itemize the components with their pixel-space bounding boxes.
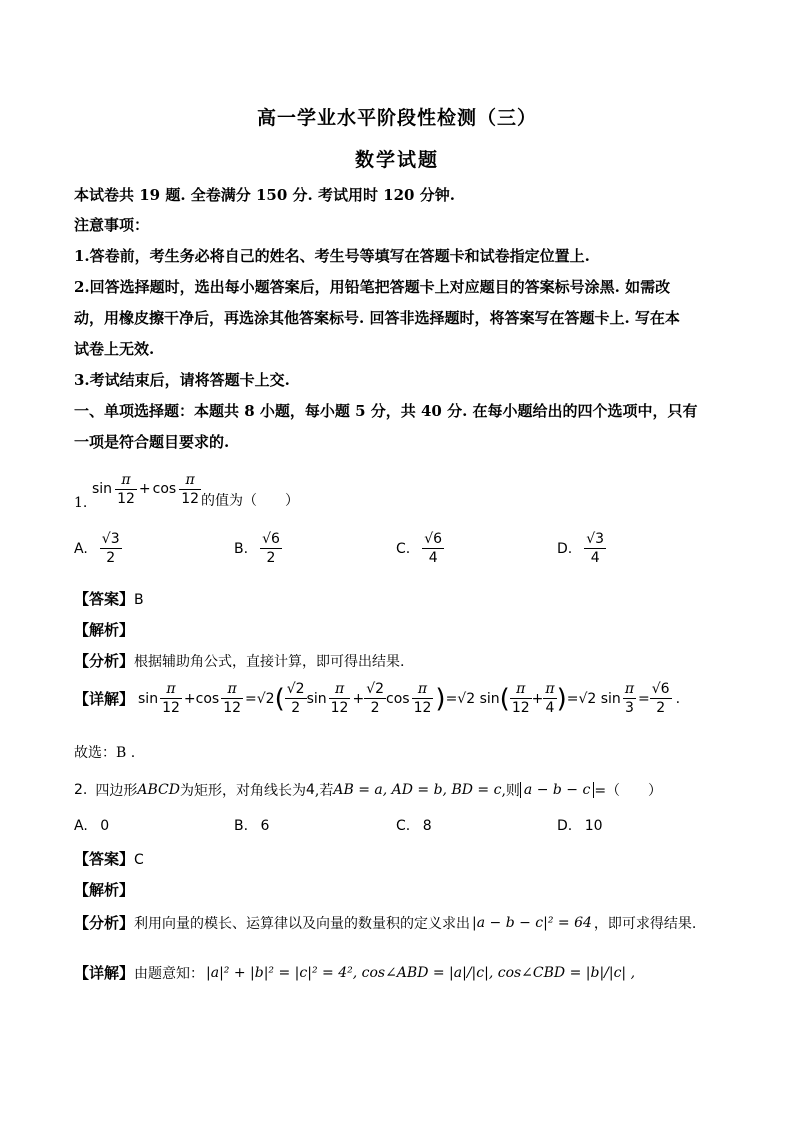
q1-answer bbox=[74, 588, 144, 609]
q2-option-c bbox=[396, 818, 432, 834]
notice-item-1: 1.答卷前，考生务必将自己的姓名、考生号等填写在答题卡和试卷指定位置上. bbox=[74, 247, 590, 265]
q1-option-b-den: 2 bbox=[266, 550, 276, 566]
q1-option-a-den: 2 bbox=[106, 550, 116, 566]
q1-answer-label: 【答案】 bbox=[74, 590, 135, 608]
q2-analysis-label: 【解析】 bbox=[74, 881, 135, 899]
notice-item-2-line2: 动，用橡皮擦干净后，再选涂其他答案标号. 回答非选择题时，将答案写在答题卡上. 写在本 bbox=[74, 309, 680, 327]
q1-frac-2-den: 12 bbox=[181, 490, 200, 507]
page-title: 高一学业水平阶段性检测（三） bbox=[256, 107, 537, 129]
q2-option-b-value: 6 bbox=[260, 818, 270, 834]
q1-frac-1-den: 12 bbox=[117, 490, 135, 507]
q1-fenxi bbox=[74, 650, 404, 671]
q1-frac-2-num: π bbox=[179, 471, 201, 490]
q2-option-c-value: 8 bbox=[422, 818, 432, 834]
q1-option-c-den: 4 bbox=[428, 550, 438, 566]
q1-number: 1. bbox=[74, 495, 88, 511]
q2-option-a-label: A. bbox=[74, 818, 88, 834]
q1-option-d-label: D. bbox=[557, 540, 573, 557]
q1-fenxi-text: 根据辅助角公式，直接计算，即可得出结果. bbox=[134, 654, 405, 670]
notice-item-2-line1: 2.回答选择题时，选出每小题答案后，用铅笔把答题卡上对应题目的答案标号涂黑. 如需改 bbox=[74, 278, 671, 296]
q2-stem-c: ,若 bbox=[314, 783, 334, 799]
q1-detail bbox=[74, 680, 680, 717]
q2-fenxi-text: 利用向量的模长、运算律以及向量的数量积的定义求出 bbox=[134, 915, 471, 932]
q2-detail-text: 由题意知： bbox=[134, 965, 205, 982]
q1-option-d-den: 4 bbox=[590, 550, 600, 566]
q1-suffix: 的值为（ ） bbox=[201, 493, 300, 509]
q2-option-b bbox=[234, 818, 269, 834]
notice-label: 注意事项： bbox=[74, 216, 150, 234]
q2-stem bbox=[74, 780, 662, 800]
q2-fenxi-expr: |a − b − c|² = 64 bbox=[472, 914, 592, 931]
q2-answer bbox=[74, 848, 144, 869]
q1-frac-2 bbox=[179, 471, 201, 508]
q2-option-d-value: 10 bbox=[584, 818, 603, 834]
q1-frac-1-num: π bbox=[115, 471, 137, 490]
q2-vectors: AB = a, AD = b, BD = c bbox=[333, 782, 502, 798]
q1-option-a-num: √3 bbox=[101, 531, 120, 547]
exam-intro: 本试卷共 19 题. 全卷满分 150 分. 考试用时 120 分钟. bbox=[74, 186, 455, 204]
q1-detail-label: 【详解】 bbox=[74, 690, 135, 708]
page-subtitle: 数学试题 bbox=[354, 149, 439, 171]
q2-option-b-label: B. bbox=[234, 818, 249, 834]
q2-fenxi bbox=[74, 912, 696, 933]
q2-abcd: ABCD bbox=[137, 782, 180, 798]
q1-sin: sin bbox=[92, 481, 113, 497]
q2-number: 2. bbox=[74, 782, 88, 798]
q2-detail-expr: |a|² + |b|² = |c|² = 4², cos∠ABD = |a|/|c|, cos∠CBD = |b|/|c| , bbox=[206, 964, 636, 981]
q1-option-a bbox=[74, 530, 122, 567]
q1-option-b-frac bbox=[260, 530, 282, 567]
q1-option-b-num: √6 bbox=[262, 531, 280, 547]
q2-len: 4 bbox=[305, 782, 315, 798]
q2-norm: a − b − c bbox=[520, 782, 594, 798]
q2-stem-d: ,则 bbox=[501, 783, 520, 799]
notice-item-2-line3: 试卷上无效. bbox=[74, 340, 155, 358]
q1-option-a-label: A. bbox=[74, 540, 88, 557]
q2-stem-e: =（ ） bbox=[594, 783, 663, 799]
q2-option-c-label: C. bbox=[396, 818, 411, 834]
notice-item-3: 3.考试结束后，请将答题卡上交. bbox=[74, 371, 290, 389]
q1-option-b bbox=[234, 530, 282, 567]
q1-option-d-frac bbox=[584, 530, 606, 567]
q1-fenxi-label: 【分析】 bbox=[74, 652, 135, 670]
q1-answer-value: B bbox=[134, 592, 144, 608]
q1-option-d bbox=[557, 530, 606, 567]
q1-conclusion: 故选：B . bbox=[74, 745, 136, 761]
q2-answer-label: 【答案】 bbox=[74, 850, 135, 868]
q1-option-b-label: B. bbox=[234, 540, 249, 557]
q2-detail-label: 【详解】 bbox=[74, 964, 135, 982]
section-heading-line1: 一、单项选择题：本题共 8 小题，每小题 5 分，共 40 分. 在每小题给出的四个选项中，只有 bbox=[74, 402, 698, 420]
q2-fenxi-label: 【分析】 bbox=[74, 914, 135, 932]
q2-option-d-label: D. bbox=[557, 818, 573, 834]
q2-stem-a: 四边形 bbox=[95, 783, 138, 799]
q2-detail bbox=[74, 962, 635, 983]
q1-option-c-frac bbox=[422, 530, 444, 567]
q1-frac-1 bbox=[115, 471, 137, 508]
q2-stem-b: 为矩形，对角线长为 bbox=[179, 783, 306, 799]
q2-option-d bbox=[557, 818, 603, 834]
q1-option-c-label: C. bbox=[396, 540, 411, 557]
q2-option-a-value: 0 bbox=[100, 818, 110, 834]
q1-plus: + bbox=[138, 481, 151, 497]
q1-option-d-num: √3 bbox=[586, 531, 605, 547]
q2-fenxi-tail: ，即可求得结果. bbox=[593, 915, 697, 932]
section-heading-line2: 一项是符合题目要求的. bbox=[74, 433, 230, 451]
q1-stem bbox=[92, 468, 299, 510]
q1-cos: cos bbox=[152, 481, 177, 497]
q1-analysis-label: 【解析】 bbox=[74, 621, 135, 639]
q1-detail-formula: sin $\frac{\pi}{12}$ +cos $\frac{\pi}{12}$ =√2 ( $\frac{√2}{2}$ sin $\frac{\pi}{12}$ + $\frac{√2}{2}$ cos $\frac{\pi}{12}$ ) =√2 sin ( $\frac{\pi}{12}$ + $\frac{\pi}{4}$ ) =√2 sin $\frac{\pi}{3}$ = $\frac{√6}{2}$ . bbox=[138, 681, 681, 716]
q2-option-a bbox=[74, 818, 109, 834]
q2-answer-value: C bbox=[134, 852, 144, 868]
q1-option-a-frac bbox=[100, 530, 122, 567]
q1-option-c bbox=[396, 530, 444, 567]
q1-option-c-num: √6 bbox=[424, 531, 443, 547]
